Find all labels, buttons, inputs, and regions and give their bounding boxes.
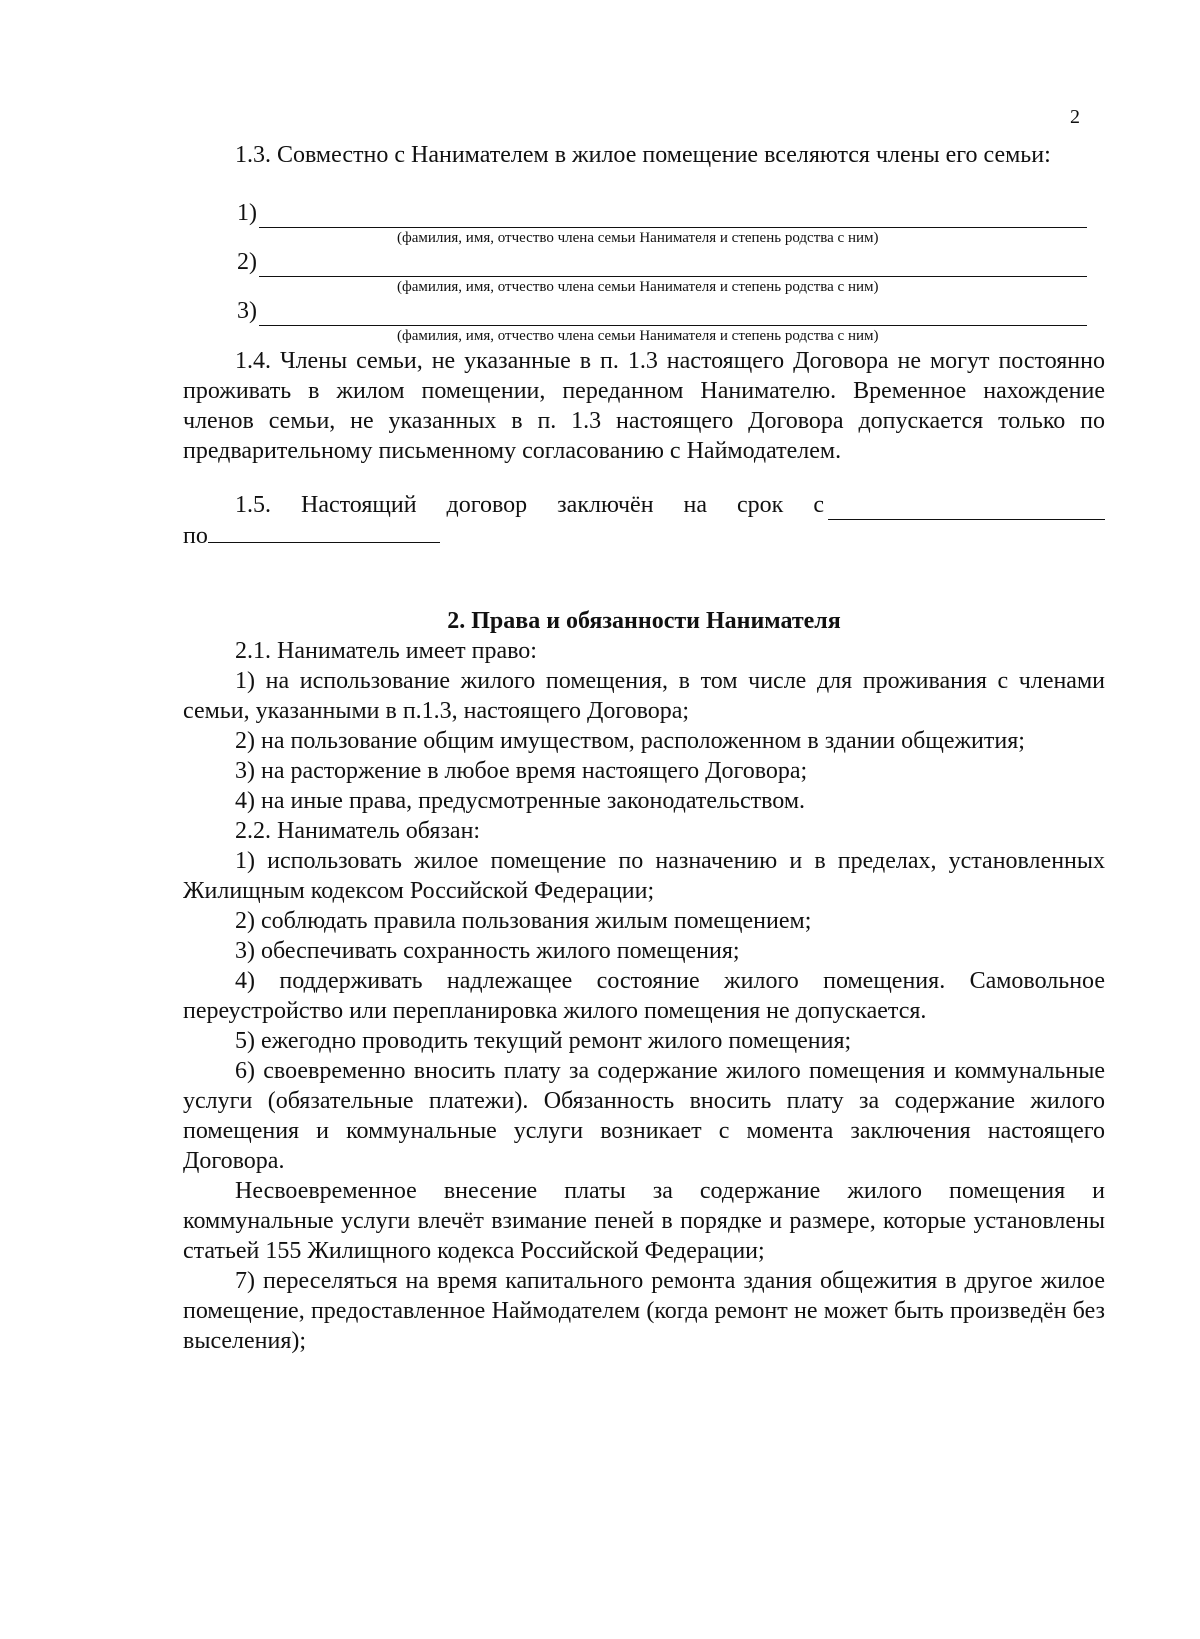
family-member-2-blank [259,254,1087,277]
section-2-paragraph: 1) использовать жилое помещение по назначению и в пределах, установленных Жилищным кодексом Российской Федерации; [183,848,1105,904]
term-end-label: по [183,523,208,549]
clause-1-4-text: 1.4. Члены семьи, не указанные в п. 1.3 настоящего Договора не могут постоянно проживать в жилом помещении, переданном Нанимателю. Временное нахождение членов семьи, не указанных в п. 1.3 настоящего Договора допускается только по предварительному письменному согласованию с Наймодателем. [183,348,1105,464]
family-member-2-caption: (фамилия, имя, отчество члена семьи Нанимателя и степень родства с ним) [397,279,879,295]
section-2-paragraph: 2) соблюдать правила пользования жилым помещением; [235,908,812,934]
page-number: 2 [1070,106,1080,128]
clause-1-5-end-row [183,520,1105,551]
family-member-1-blank [259,205,1087,228]
family-member-3-caption: (фамилия, имя, отчество члена семьи Нанимателя и степень родства с ним) [397,328,879,344]
section-2-paragraph: 1) на использование жилого помещения, в том числе для проживания с членами семьи, указанными в п.1.3, настоящего Договора; [183,668,1105,724]
clause-1-3 [183,140,1105,170]
section-2-paragraph: 2) на пользование общим имуществом, расположенном в здании общежития; [235,728,1025,754]
section-2-paragraph: 2.2. Наниматель обязан: [235,818,481,844]
family-member-3-row [237,296,1087,326]
section-2-title: 2. Права и обязанности Нанимателя [447,608,841,634]
family-member-3-label: 3) [237,298,257,324]
clause-1-5-text: 1.5. Настоящий договор заключён на срок с [235,492,824,518]
section-2-paragraph: 3) обеспечивать сохранность жилого помещения; [235,938,740,964]
section-2-paragraph: 3) на расторжение в любое время настоящего Договора; [235,758,808,784]
section-2-body [183,636,1105,1356]
family-member-1-row [237,198,1087,228]
clause-1-5-row [183,490,1105,520]
family-member-2-row [237,247,1087,277]
clause-1-4 [183,346,1105,466]
section-2-paragraph: 4) поддерживать надлежащее состояние жилого помещения. Самовольное переустройство или перепланировка жилого помещения не допускается. [183,968,1105,1024]
term-start-blank [828,497,1105,520]
family-member-3-blank [259,303,1087,326]
section-2-paragraph: 7) переселяться на время капитального ремонта здания общежития в другое жилое помещение, предоставленное Наймодателем (когда ремонт не может быть произведён без выселения); [183,1268,1105,1354]
family-member-1-caption: (фамилия, имя, отчество члена семьи Нанимателя и степень родства с ним) [397,230,879,246]
family-member-1-label: 1) [237,200,257,226]
section-2-paragraph: Несвоевременное внесение платы за содержание жилого помещения и коммунальные услуги влечёт взимание пеней в порядке и размере, которые установлены статьей 155 Жилищного кодекса Российской Федерации; [183,1178,1105,1264]
term-end-blank [208,520,440,543]
section-2-paragraph: 6) своевременно вносить плату за содержание жилого помещения и коммунальные услуги (обязательные платежи). Обязанность вносить плату за содержание жилого помещения и коммунальные услуги возникает с момента заключения настоящего Договора. [183,1058,1105,1174]
clause-1-3-text: 1.3. Совместно с Нанимателем в жилое помещение вселяются члены его семьи: [235,142,1051,168]
section-2-paragraph: 5) ежегодно проводить текущий ремонт жилого помещения; [235,1028,852,1054]
section-2-paragraph: 2.1. Наниматель имеет право: [235,638,537,664]
family-member-2-label: 2) [237,249,257,275]
section-2-paragraph: 4) на иные права, предусмотренные законодательством. [235,788,805,814]
